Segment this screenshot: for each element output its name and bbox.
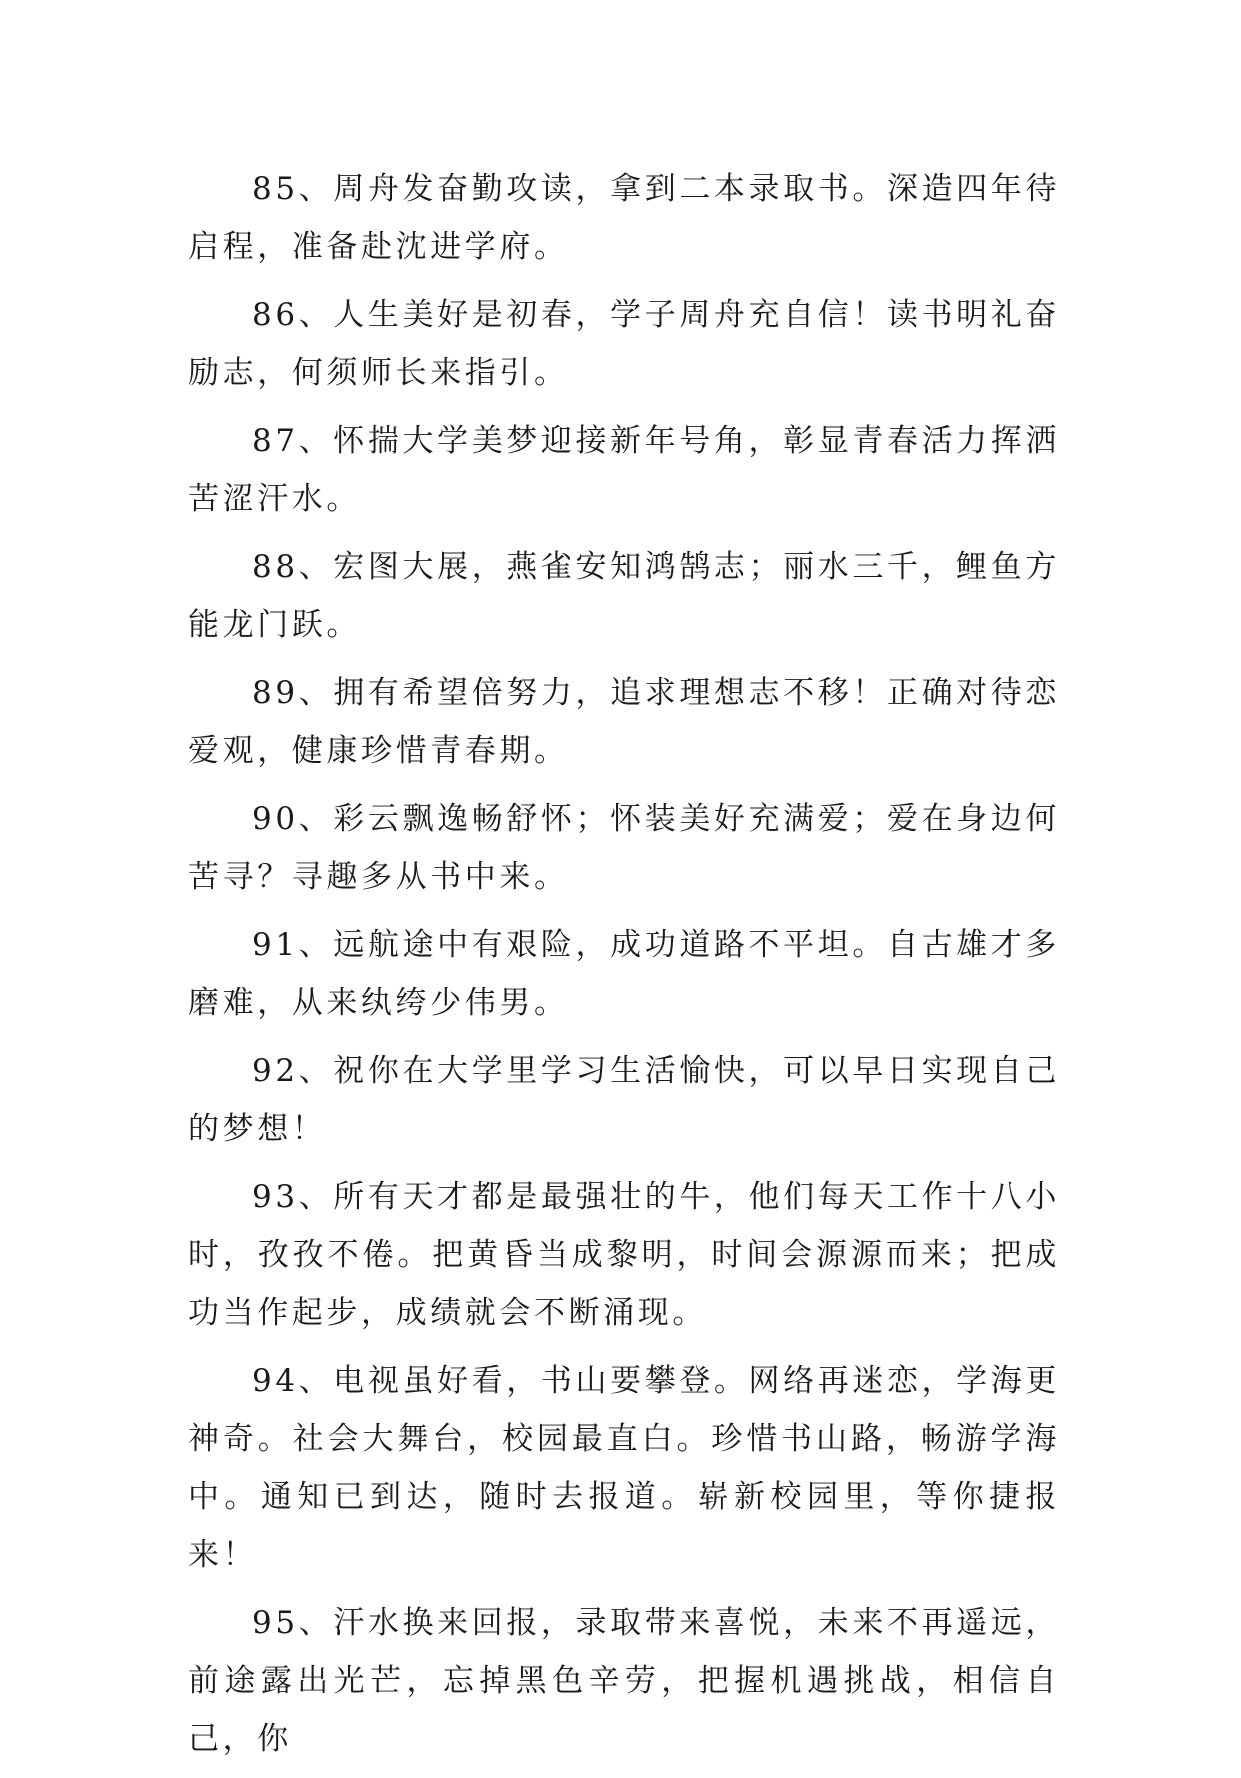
paragraph-88: 88、宏图大展，燕雀安知鸿鹄志；丽水三千，鲤鱼方能龙门跃。 — [188, 549, 1060, 643]
paragraph-93: 93、所有天才都是最强壮的牛，他们每天工作十八小时，孜孜不倦。把黄昏当成黎明，时间会源源而来；把成功当作起步，成绩就会不断涌现。 — [188, 1179, 1060, 1331]
document-body — [188, 160, 1060, 1778]
paragraph-91: 91、远航途中有艰险，成功道路不平坦。自古雄才多磨难，从来纨绔少伟男。 — [188, 927, 1060, 1021]
paragraph-86: 86、人生美好是初春，学子周舟充自信！读书明礼奋励志，何须师长来指引。 — [188, 297, 1060, 391]
paragraph-87: 87、怀揣大学美梦迎接新年号角，彰显青春活力挥洒苦涩汗水。 — [188, 423, 1060, 517]
paragraph-89: 89、拥有希望倍努力，追求理想志不移！正确对待恋爱观，健康珍惜青春期。 — [188, 675, 1060, 769]
paragraph-85: 85、周舟发奋勤攻读，拿到二本录取书。深造四年待启程，准备赴沈进学府。 — [188, 171, 1060, 265]
paragraph-92: 92、祝你在大学里学习生活愉快，可以早日实现自己的梦想！ — [188, 1053, 1060, 1147]
paragraph-90: 90、彩云飘逸畅舒怀；怀装美好充满爱；爱在身边何苦寻？寻趣多从书中来。 — [188, 801, 1060, 895]
paragraph-94: 94、电视虽好看，书山要攀登。网络再迷恋，学海更神奇。社会大舞台，校园最直白。珍惜书山路，畅游学海中。通知已到达，随时去报道。崭新校园里，等你捷报来！ — [188, 1363, 1060, 1573]
paragraph-95: 95、汗水换来回报，录取带来喜悦，未来不再遥远，前途露出光芒，忘掉黑色辛劳，把握机遇挑战，相信自己，你 — [188, 1605, 1060, 1757]
